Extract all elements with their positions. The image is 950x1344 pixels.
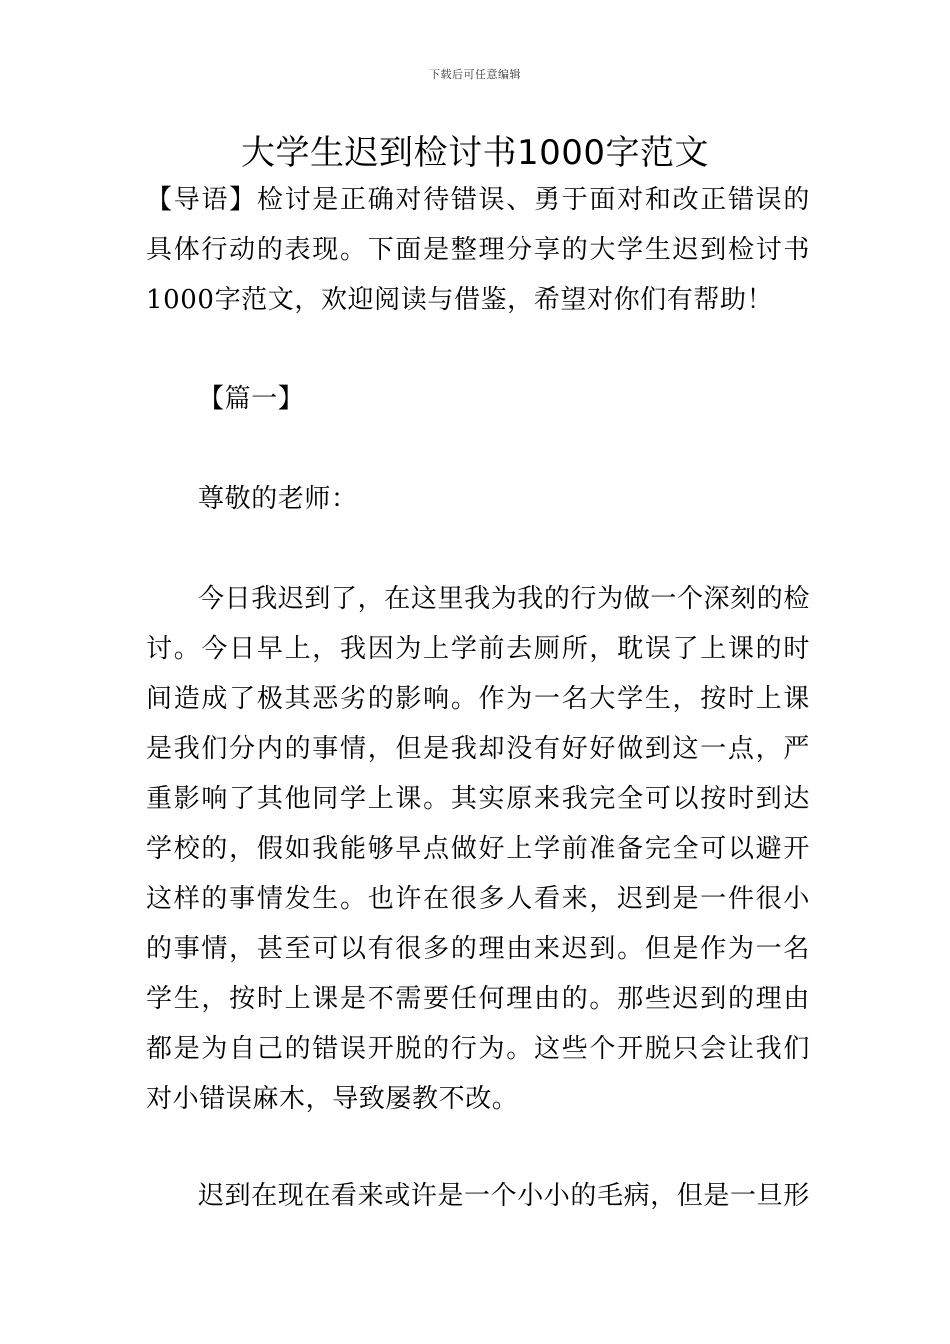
body-paragraph-2: 迟到在现在看来或许是一个小小的毛病，但是一旦形	[198, 1181, 810, 1211]
document-title: 大学生迟到检讨书1000字范文	[240, 133, 710, 173]
intro-paragraph: 【导语】检讨是正确对待错误、勇于面对和改正错误的具体行动的表现。下面是整理分享的大学生迟到检讨书1000字范文，欢迎阅读与借鉴，希望对你们有帮助！	[146, 185, 810, 315]
section-heading: 【篇一】	[198, 384, 305, 414]
body-paragraph-1: 今日我迟到了，在这里我为我的行为做一个深刻的检讨。今日早上，我因为上学前去厕所，耽误了上课的时间造成了极其恶劣的影响。作为一名大学生，按时上课是我们分内的事情，但是我却没有好好做到这一点，严重影响了其他同学上课。其实原来我完全可以按时到达学校的，假如我能够早点做好上学前准备完全可以避开这样的事情发生。也许在很多人看来，迟到是一件很小的事情，甚至可以有很多的理由来迟到。但是作为一名学生，按时上课是不需要任何理由的。那些迟到的理由都是为自己的错误开脱的行为。这些个开脱只会让我们对小错误麻木，导致屡教不改。	[146, 584, 810, 1114]
header-note: 下载后可任意编辑	[429, 68, 521, 81]
salutation: 尊敬的老师：	[198, 484, 358, 514]
